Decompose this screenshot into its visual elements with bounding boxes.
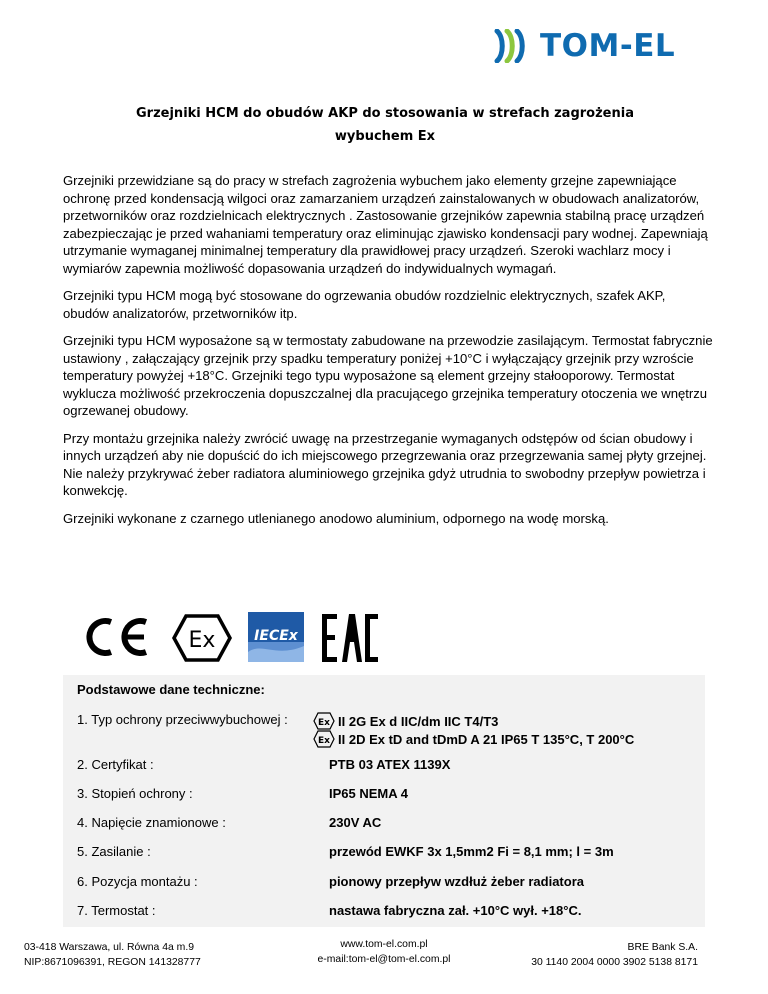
ce-label: CE	[80, 612, 82, 613]
protection-type-label: 1. Typ ochrony przeciwwybuchowej :	[77, 712, 288, 727]
paragraph: Grzejniki wykonane z czarnego utlenianego anodowo aluminium, odpornego na wodę morską.	[63, 510, 609, 526]
tech-row-value: PTB 03 ATEX 1139X	[329, 757, 451, 772]
footer-bank-account: 30 1140 2004 0000 3902 5138 8171	[531, 957, 698, 968]
protection-line-1	[313, 712, 498, 730]
footer-tax-ids: NIP:8671096391, REGON 141328777	[24, 957, 201, 968]
footer-bank-name: BRE Bank S.A.	[627, 942, 698, 953]
tech-row-value: przewód EWKF 3x 1,5mm2 Fi = 8,1 mm; l = 3m	[329, 844, 614, 859]
footer-bank	[531, 940, 698, 970]
company-logo	[492, 26, 675, 66]
footer-email-link[interactable]: e-mail:tom-el@tom-el.com.pl	[317, 954, 451, 965]
title-line-2: wybuchem Ex	[334, 129, 436, 144]
tech-row-label: 7. Termostat :	[77, 903, 156, 918]
title-line-1: Grzejniki HCM do obudów AKP do stosowania w strefach zagrożenia	[136, 106, 634, 121]
tech-row-protection-degree	[77, 786, 697, 806]
ex-small-icon	[313, 712, 335, 730]
ex-label: Ex	[188, 628, 216, 653]
body-text	[63, 172, 713, 537]
tech-row-value: nastawa fabryczna zał. +10°C wył. +18°C.	[329, 903, 582, 918]
tech-row-label: 5. Zasilanie :	[77, 844, 151, 859]
certification-logos	[80, 612, 400, 666]
tech-row-value: IP65 NEMA 4	[329, 786, 408, 801]
footer-website-link[interactable]: www.tom-el.com.pl	[340, 939, 428, 950]
paragraph: Grzejniki przewidziane są do pracy w strefach zagrożenia wybuchem jako elementy grzejne zapewniające ochronę przed kondensacją wilgoci oraz zamarzaniem urządzeń zainstalowanych w obudowach analizatorów, przetworników oraz rozdzielnicach elektrycznych . Zastosowanie grzejników zapewnia stabilną pracę urządzeń zabezpieczając je przed wahaniami temperatury oraz eliminując zjawisko kondensacji pary wodnej. Zapewniają utrzymanie wymaganej minimalnej temperatury dla prawidłowej pracy urządzeń. Szeroki wachlarz mocy i wymiarów zapewnia możliwość dopasowania urządzeń do indywidualnych wymagań.	[63, 173, 708, 276]
tech-row-value: pionowy przepływ wzdłuż żeber radiatora	[329, 874, 584, 889]
tech-row-value: 230V AC	[329, 815, 382, 830]
footer-address-line: 03-418 Warszawa, ul. Równa 4a m.9	[24, 942, 194, 953]
ce-mark-icon	[80, 612, 155, 662]
eac-label: EAC	[320, 612, 323, 613]
paragraph: Grzejniki typu HCM mogą być stosowane do ogrzewania obudów rozdzielnic elektrycznych, szafek AKP, obudów analizatorów, przetworników itp.	[63, 288, 666, 321]
brand-name: TOM-EL	[540, 28, 676, 64]
tech-row-thermostat	[77, 903, 697, 923]
iecex-icon	[248, 612, 304, 662]
tech-row-certificate	[77, 757, 697, 777]
technical-data-box	[63, 675, 705, 927]
ex-small-icon	[313, 730, 335, 748]
tech-row-label: 3. Stopień ochrony :	[77, 786, 193, 801]
tech-row-label: 4. Napięcie znamionowe :	[77, 815, 226, 830]
paragraph: Grzejniki typu HCM wyposażone są w termostaty zabudowane na przewodzie zasilającym. Termostat fabrycznie ustawiony , załączający grzejnik przy spadku temperatury poniżej +10°C i wyłączający grzejnik przy wzroście temperatury powyżej +18°C. Grzejniki tego typu wyposażone są element grzejny stałooporowy. Termostat wyklucza możliwość przekroczenia dopuszczalnej dla pracującego grzejnika temperatury otoczenia we wnętrzu ogrzewanej obudowy.	[63, 333, 713, 418]
tech-row-power-supply	[77, 844, 697, 864]
eac-mark-icon	[320, 612, 380, 664]
iecex-label: IECEx	[254, 628, 298, 644]
page-title	[60, 102, 710, 148]
tech-row-voltage	[77, 815, 697, 835]
tomel-logo-icon	[492, 29, 534, 63]
tech-row-mounting	[77, 874, 697, 894]
protection-line-2	[313, 730, 634, 748]
tech-row-label: 2. Certyfikat :	[77, 757, 154, 772]
paragraph: Przy montażu grzejnika należy zwrócić uwagę na przestrzeganie wymaganych odstępów od ścian obudowy i innych urządzeń aby nie dopuścić do ich miejscowego przegrzewania oraz przegrzewania samej płyty grzejnej. Nie należy przykrywać żeber radiatora aluminiowego grzejnika gdyż utrudnia to swobodny przepływ powietrza i konwekcję.	[63, 430, 707, 498]
technical-data-heading: Podstawowe dane techniczne:	[77, 682, 265, 697]
protection-line-2-text: II 2D Ex tD and tDmD A 21 IP65 T 135°C, T 200°C	[338, 731, 635, 747]
ex-small-label: Ex	[318, 736, 330, 746]
ex-small-label: Ex	[318, 718, 330, 728]
tech-row-label: 6. Pozycja montażu :	[77, 874, 198, 889]
atex-ex-icon	[172, 612, 232, 664]
protection-line-1-text: II 2G Ex d IIC/dm IIC T4/T3	[338, 713, 499, 729]
